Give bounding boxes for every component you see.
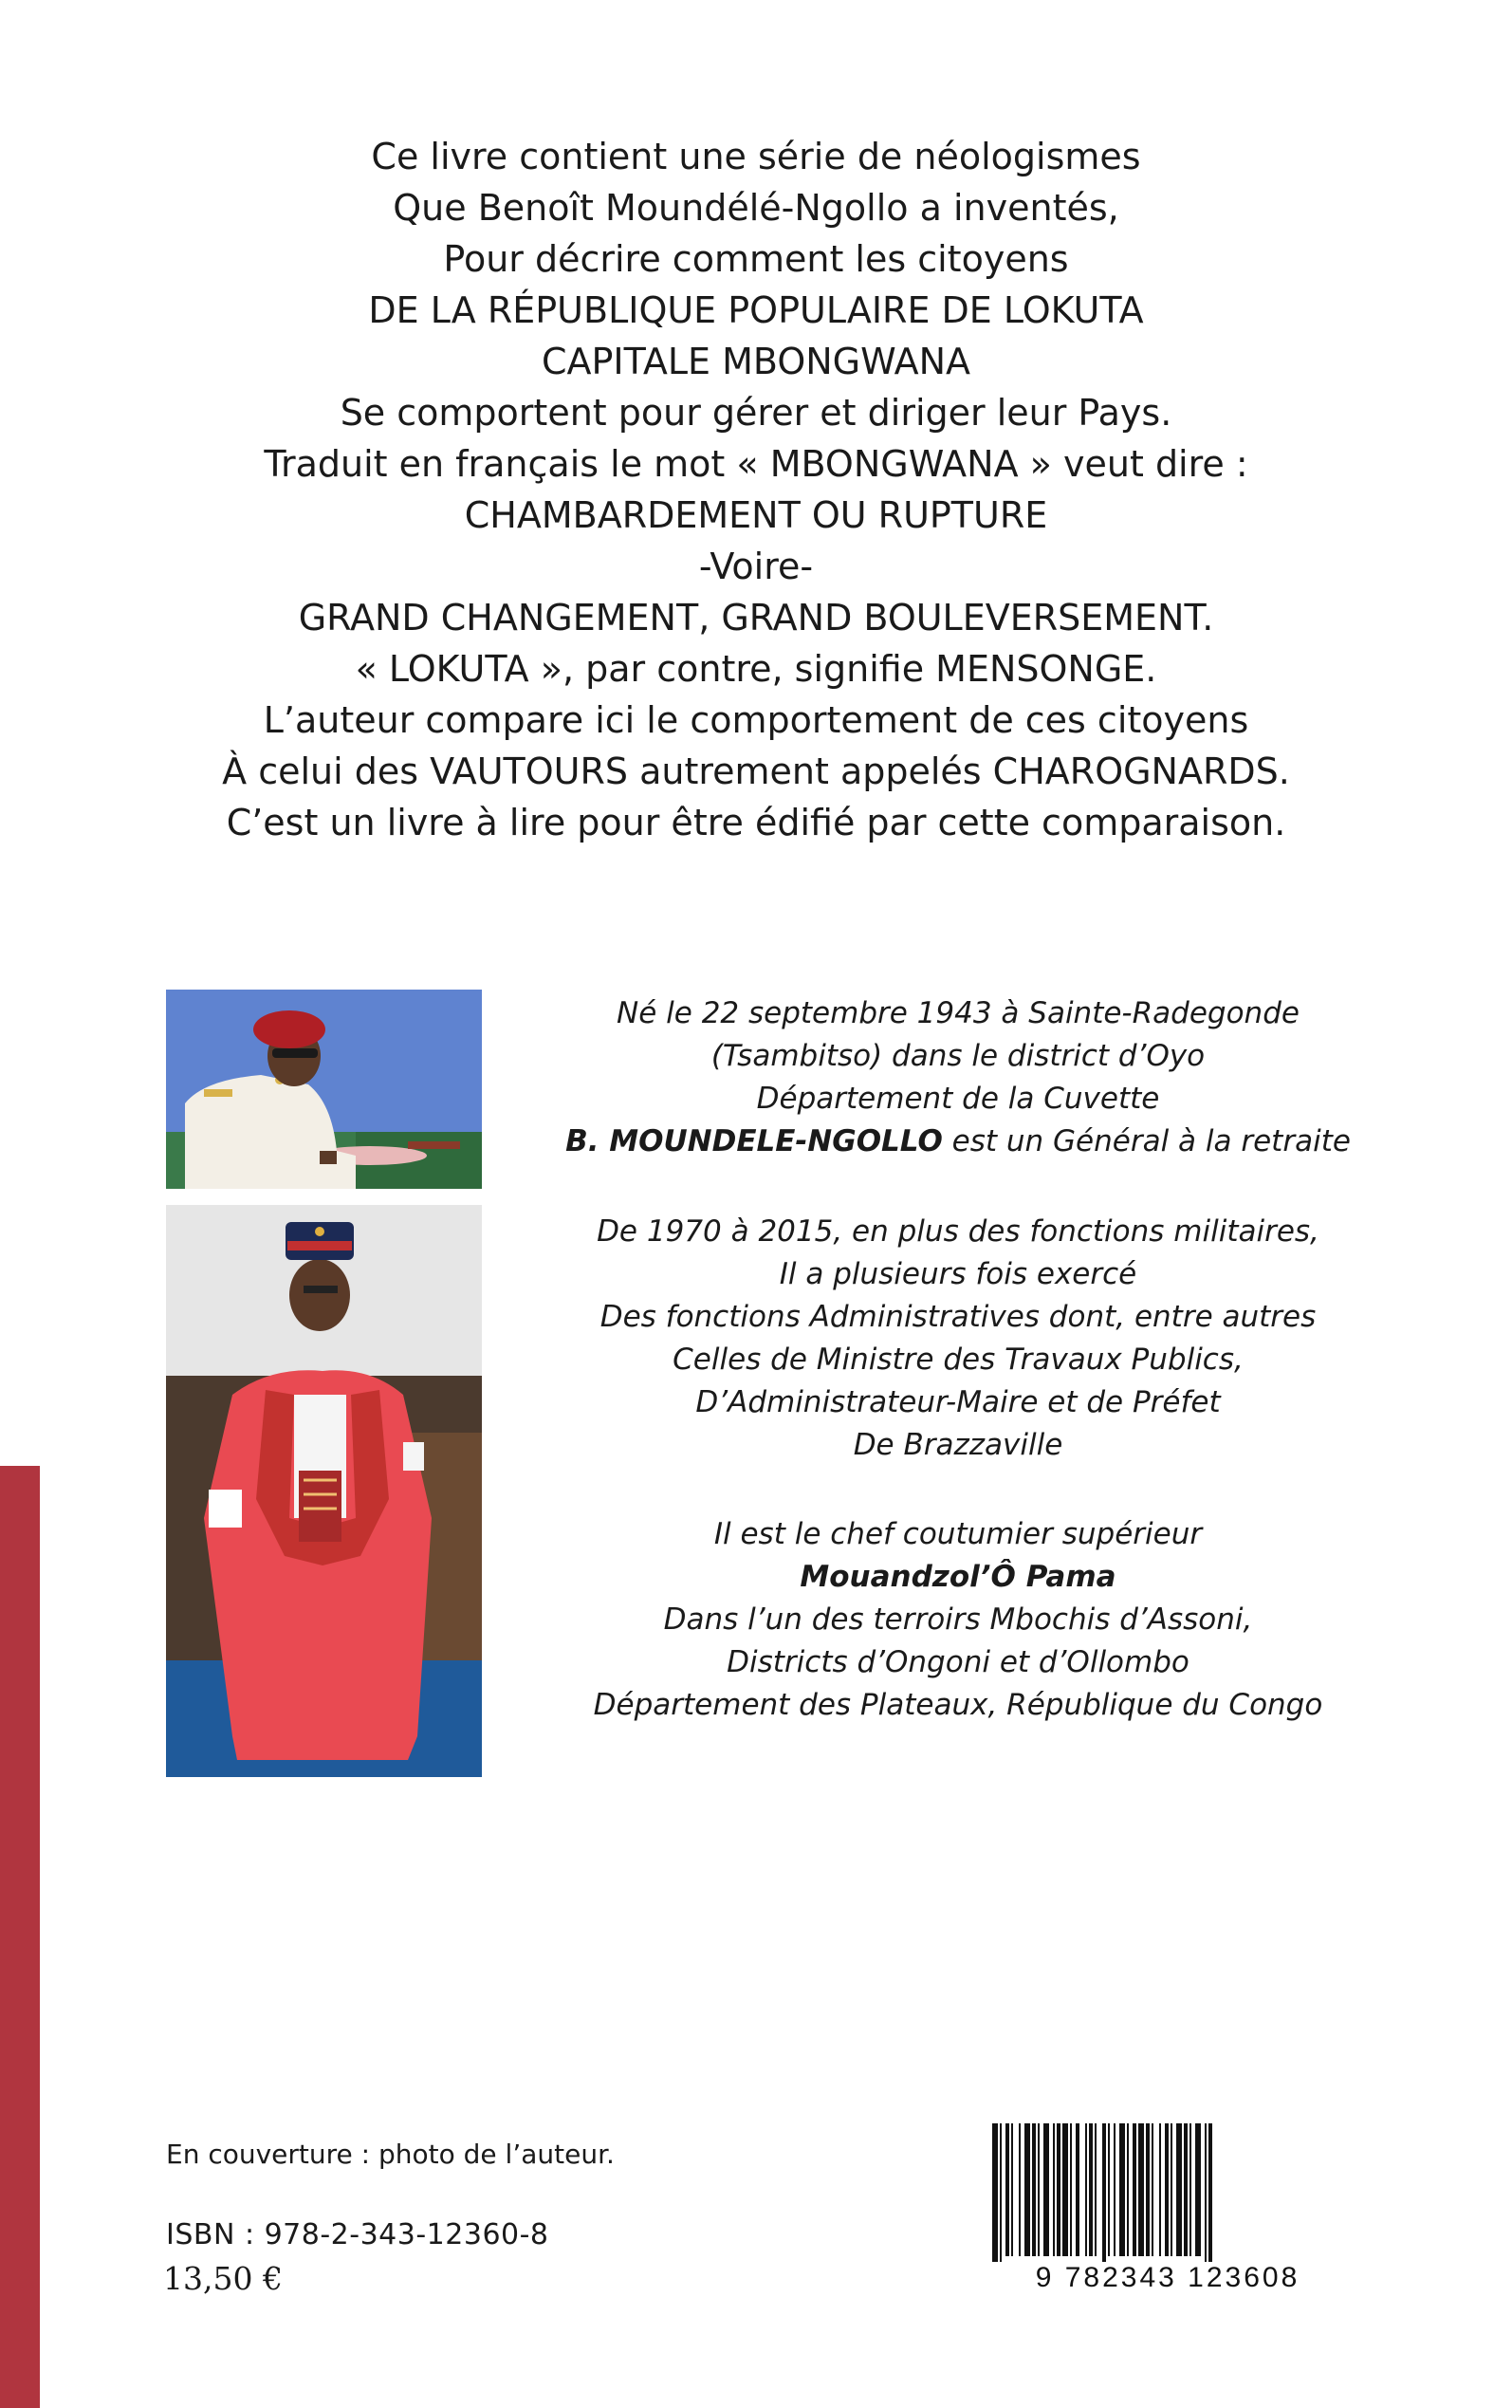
blurb-line: CHAMBARDEMENT OU RUPTURE bbox=[464, 494, 1048, 536]
barcode-bar bbox=[1102, 2123, 1106, 2266]
bio-line: Dans l’un des terroirs Mbochis d’Assoni, bbox=[663, 1602, 1253, 1637]
barcode-bar bbox=[1053, 2123, 1055, 2256]
author-bio-paragraph-3 bbox=[531, 1513, 1385, 1727]
blurb-line: GRAND CHANGEMENT, GRAND BOULEVERSEMENT. bbox=[298, 597, 1214, 639]
barcode-bar bbox=[1038, 2123, 1040, 2256]
barcode-bar bbox=[1159, 2123, 1161, 2256]
barcode-bar bbox=[1005, 2123, 1009, 2256]
bio-line: Il a plusieurs fois exercé bbox=[779, 1257, 1137, 1291]
bio-line: De 1970 à 2015, en plus des fonctions militaires, bbox=[597, 1214, 1319, 1249]
isbn-text: ISBN : 978-2-343-12360-8 bbox=[166, 2218, 549, 2251]
bio-line-rest: est un Général à la retraite bbox=[942, 1124, 1351, 1158]
bio-line: Département des Plateaux, République du Congo bbox=[593, 1688, 1323, 1722]
author-photo-traditional-robe bbox=[166, 1205, 482, 1777]
barcode-bar bbox=[1208, 2123, 1212, 2266]
barcode-bar bbox=[1184, 2123, 1188, 2256]
bio-line: (Tsambitso) dans le district d’Oyo bbox=[710, 1039, 1206, 1073]
barcode-bar bbox=[1019, 2123, 1021, 2256]
blurb-line: DE LA RÉPUBLIQUE POPULAIRE DE LOKUTA bbox=[368, 289, 1144, 331]
barcode-bar bbox=[1195, 2123, 1201, 2256]
barcode-bar bbox=[1095, 2123, 1097, 2256]
barcode-bar bbox=[1165, 2123, 1169, 2256]
barcode-bar bbox=[1057, 2123, 1060, 2256]
author-name: B. MOUNDELE-NGOLLO bbox=[565, 1124, 943, 1158]
barcode-bar bbox=[1070, 2123, 1072, 2256]
blurb-line: Que Benoît Moundélé-Ngollo a inventés, bbox=[393, 187, 1119, 229]
blurb-line: Se comportent pour gérer et diriger leur Pays. bbox=[340, 392, 1172, 434]
bio-line: Département de la Cuvette bbox=[756, 1082, 1160, 1116]
barcode-bars bbox=[990, 2123, 1345, 2266]
red-side-band bbox=[0, 1466, 40, 2408]
back-cover-blurb bbox=[104, 131, 1408, 848]
blurb-line: Traduit en français le mot « MBONGWANA » veut dire : bbox=[264, 443, 1248, 485]
barcode-digits: 9 782343 123608 bbox=[990, 2262, 1345, 2294]
barcode-bar bbox=[1146, 2123, 1150, 2256]
barcode-bar bbox=[1114, 2123, 1116, 2256]
barcode-bar bbox=[992, 2123, 998, 2266]
barcode-bar bbox=[1133, 2123, 1136, 2256]
barcode-bar bbox=[1089, 2123, 1093, 2256]
barcode-bar bbox=[1032, 2123, 1036, 2256]
barcode-bar bbox=[1076, 2123, 1079, 2256]
barcode-bar bbox=[1189, 2123, 1191, 2256]
author-bio-paragraph-1 bbox=[531, 992, 1385, 1163]
barcode-bar bbox=[1043, 2123, 1049, 2256]
barcode-bar bbox=[1119, 2123, 1125, 2256]
barcode-bar bbox=[1108, 2123, 1110, 2256]
barcode-bar bbox=[1085, 2123, 1087, 2256]
bio-line: Il est le chef coutumier supérieur bbox=[713, 1517, 1203, 1551]
cover-photo-credit: En couverture : photo de l’auteur. bbox=[166, 2139, 615, 2170]
blurb-line: CAPITALE MBONGWANA bbox=[541, 341, 971, 382]
barcode-bar bbox=[1127, 2123, 1129, 2256]
bio-line: Né le 22 septembre 1943 à Sainte-Radegonde bbox=[617, 996, 1300, 1030]
author-bio-paragraph-2 bbox=[531, 1211, 1385, 1467]
blurb-line: C’est un livre à lire pour être édifié par cette comparaison. bbox=[226, 802, 1286, 843]
price: 13,50 € bbox=[163, 2260, 283, 2297]
chief-title: Mouandzol’Ô Pama bbox=[800, 1560, 1116, 1594]
bio-line: Des fonctions Administratives dont, entre autres bbox=[599, 1300, 1317, 1334]
blurb-line: Ce livre contient une série de néologismes bbox=[371, 136, 1141, 177]
barcode-bar bbox=[1138, 2123, 1144, 2256]
blurb-line: L’auteur compare ici le comportement de ces citoyens bbox=[263, 699, 1249, 741]
bio-line bbox=[531, 1121, 1385, 1163]
bio-line: Districts d’Ongoni et d’Ollombo bbox=[727, 1645, 1189, 1679]
barcode-bar bbox=[1171, 2123, 1172, 2256]
blurb-line: Pour décrire comment les citoyens bbox=[443, 238, 1069, 280]
blurb-line: -Voire- bbox=[698, 546, 814, 587]
blurb-line: À celui des VAUTOURS autrement appelés CHAROGNARDS. bbox=[222, 750, 1290, 792]
barcode-bar bbox=[1062, 2123, 1068, 2256]
barcode-bar bbox=[1000, 2123, 1002, 2266]
barcode-bar bbox=[1205, 2123, 1207, 2266]
blurb-line: « LOKUTA », par contre, signifie MENSONGE. bbox=[355, 648, 1157, 690]
barcode-bar bbox=[1176, 2123, 1182, 2256]
barcode-bar bbox=[1152, 2123, 1153, 2256]
bio-line: De Brazzaville bbox=[853, 1428, 1063, 1462]
author-photo-signing bbox=[166, 990, 482, 1189]
barcode-bar bbox=[1024, 2123, 1030, 2256]
bio-line: Celles de Ministre des Travaux Publics, bbox=[673, 1343, 1244, 1377]
bio-line: D’Administrateur-Maire et de Préfet bbox=[695, 1385, 1221, 1419]
barcode-bar bbox=[1011, 2123, 1013, 2256]
